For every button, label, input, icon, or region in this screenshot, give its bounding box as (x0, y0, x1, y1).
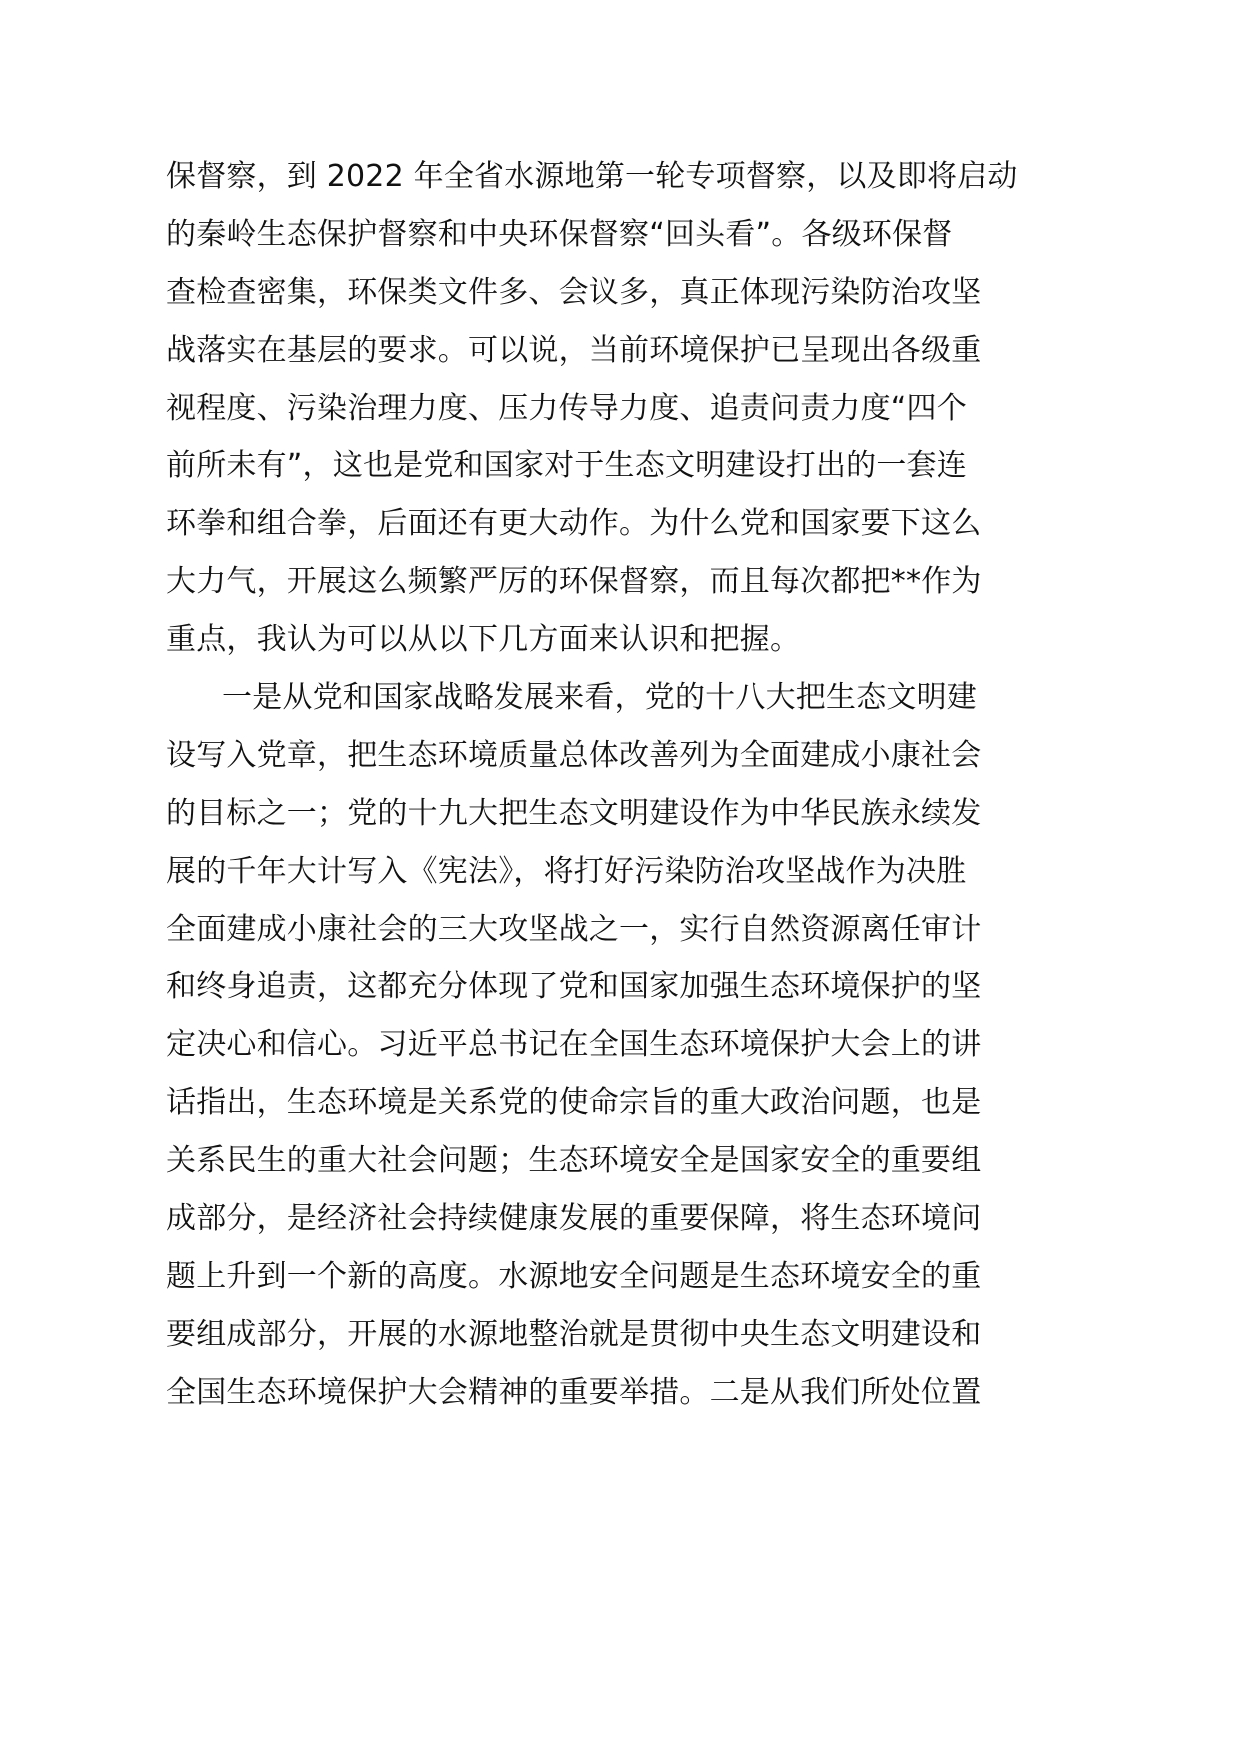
text-line: 话指出，生态环境是关系党的使命宗旨的重大政治问题，也是 (166, 1085, 982, 1121)
document-body (166, 148, 1018, 1422)
text-line: 前所未有”，这也是党和国家对于生态文明建设打出的一套连 (166, 448, 967, 484)
text-line: 查检查密集，环保类文件多、会议多，真正体现污染防治攻坚 (166, 274, 982, 310)
text-line: 要组成部分，开展的水源地整治就是贯彻中央生态文明建设和 (166, 1316, 982, 1352)
text-line: 环拳和组合拳，后面还有更大动作。为什么党和国家要下这么 (166, 506, 982, 542)
text-line: 定决心和信心。习近平总书记在全国生态环境保护大会上的讲 (166, 1027, 982, 1063)
text-line: 的秦岭生态保护督察和中央环保督察“回头看”。各级环保督 (166, 216, 953, 252)
text-line: 展的千年大计写入《宪法》，将打好污染防治攻坚战作为决胜 (166, 853, 967, 889)
text-line: 大力气，开展这么频繁严厉的环保督察，而且每次都把**作为 (166, 564, 982, 600)
text-line: 全国生态环境保护大会精神的重要举措。二是从我们所处位置 (166, 1374, 982, 1410)
text-line: 成部分，是经济社会持续健康发展的重要保障，将生态环境问 (166, 1201, 982, 1237)
text-line: 和终身追责，这都充分体现了党和国家加强生态环境保护的坚 (166, 969, 982, 1005)
paragraph-end-line: 重点，我认为可以从以下几方面来认识和把握。 (166, 622, 801, 658)
paragraph-first-line: 一是从党和国家战略发展来看，党的十八大把生态文明建 (222, 680, 977, 716)
text-line: 视程度、污染治理力度、压力传导力度、追责问责力度“四个 (166, 390, 967, 426)
text-line: 题上升到一个新的高度。水源地安全问题是生态环境安全的重 (166, 1258, 982, 1294)
text-line: 全面建成小康社会的三大攻坚战之一，实行自然资源离任审计 (166, 911, 982, 947)
text-line: 关系民生的重大社会问题；生态环境安全是国家安全的重要组 (166, 1143, 982, 1179)
text-line: 战落实在基层的要求。可以说，当前环境保护已呈现出各级重 (166, 332, 982, 368)
text-line: 设写入党章，把生态环境质量总体改善列为全面建成小康社会 (166, 737, 982, 773)
text-line: 的目标之一；党的十九大把生态文明建设作为中华民族永续发 (166, 795, 982, 831)
text-line: 保督察，到 2022 年全省水源地第一轮专项督察，以及即将启动 (166, 159, 1018, 194)
